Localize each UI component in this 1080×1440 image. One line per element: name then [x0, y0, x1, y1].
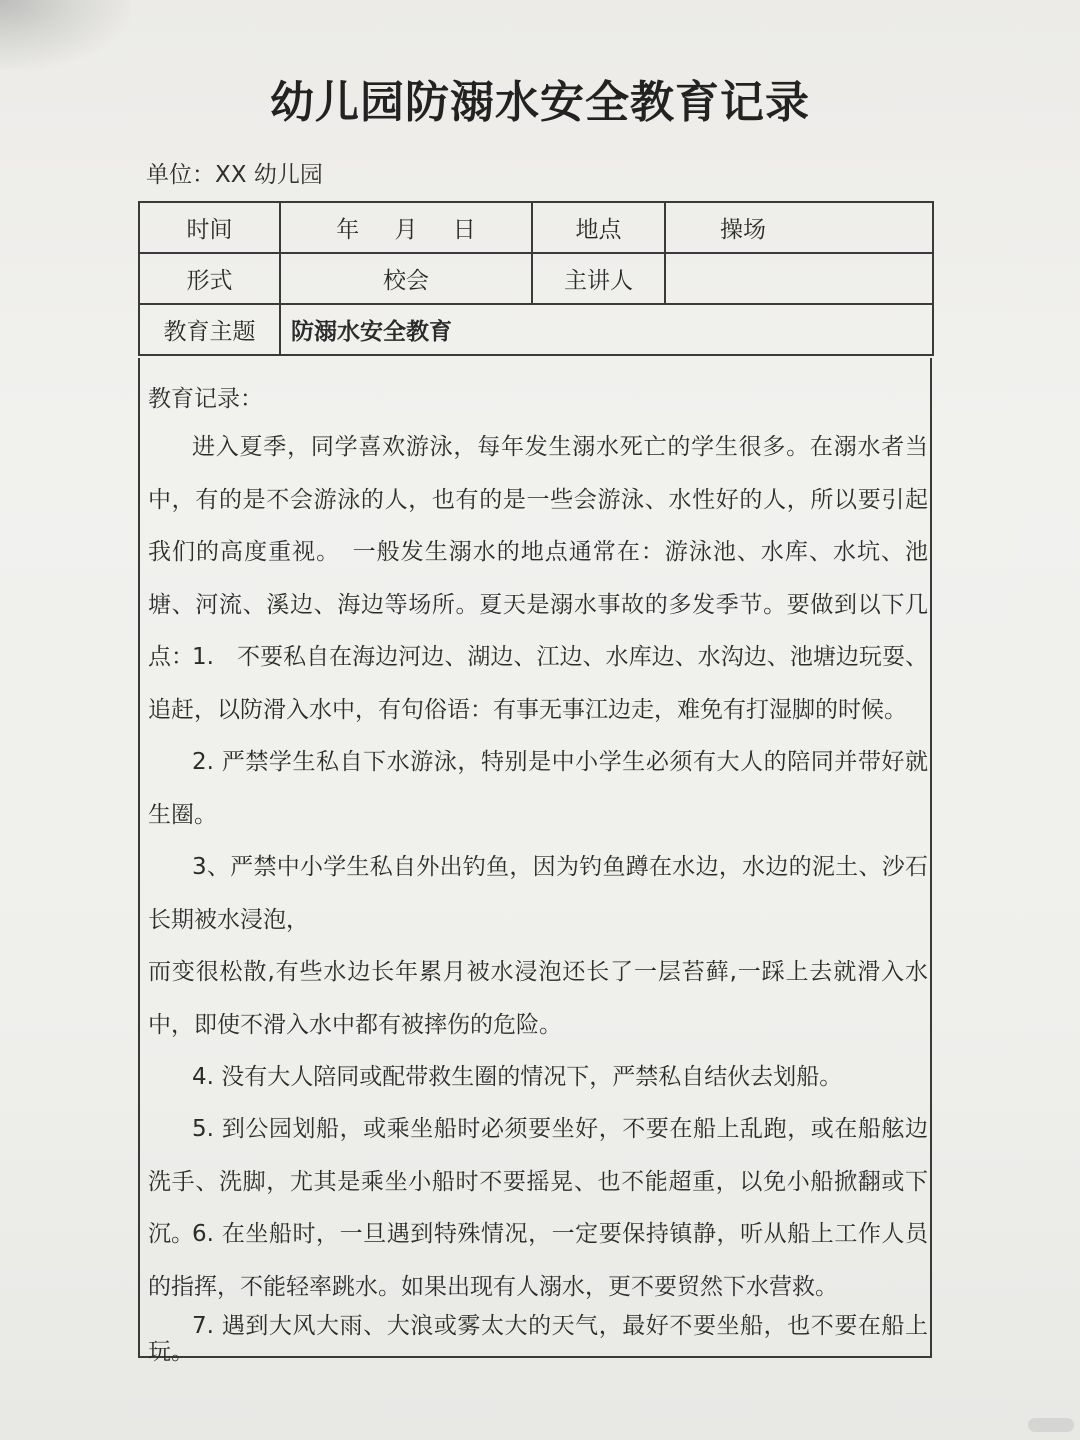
- table-row: [139, 253, 933, 304]
- record-item-7: 7. 遇到大风大雨、大浪或雾太大的天气，最好不要坐船，也不要在船上玩。: [148, 1313, 928, 1365]
- corner-shadow: [0, 0, 130, 70]
- record-item-3-continued: 而变很松散,有些水边长年累月被水浸泡还长了一层苔藓,一踩上去就滑入水中，即使不滑入水中都有被摔伤的危险。: [148, 959, 928, 1038]
- place-label: 地点: [532, 202, 665, 253]
- place-value-text: 操场: [720, 217, 766, 243]
- topic-label: 教育主题: [139, 304, 280, 355]
- education-record-box: [138, 358, 932, 1365]
- time-value: [280, 202, 532, 253]
- time-value-text: 年 月 日: [336, 217, 476, 243]
- record-label: 教育记录：: [148, 386, 263, 412]
- table-row: [139, 304, 933, 355]
- speaker-label: 主讲人: [532, 253, 665, 304]
- info-table: [138, 201, 934, 356]
- place-value: [665, 202, 933, 253]
- record-paragraph-intro: 进入夏季，同学喜欢游泳，每年发生溺水死亡的学生很多。在溺水者当中，有的是不会游泳的人，也有的是一些会游泳、水性好的人，所以要引起我们的高度重视。 一般发生溺水的地点通常在：游泳池、水库、水坑、池塘、河流、溪边、海边等场所。夏天是溺水事故的多发季节。要做到以下几点：: [148, 434, 928, 670]
- record-item-2: 2. 严禁学生私自下水游泳，特别是中小学生必须有大人的陪同并带好就生圈。: [148, 749, 928, 828]
- form-value: 校会: [280, 253, 532, 304]
- form-label: 形式: [139, 253, 280, 304]
- table-row: [139, 202, 933, 253]
- record-item-3: 3、严禁中小学生私自外出钓鱼，因为钓鱼蹲在水边，水边的泥土、沙石长期被水浸泡，: [148, 854, 928, 933]
- record-item-6: 6. 在坐船时，一旦遇到特殊情况，一定要保持镇静，听从船上工作人员的指挥，不能轻率跳水。如果出现有人溺水，更不要贸然下水营救。: [148, 1221, 928, 1300]
- record-item-4: 4. 没有大人陪同或配带救生圈的情况下，严禁私自结伙去划船。: [192, 1064, 843, 1090]
- unit-line: 单位：XX 幼儿园: [146, 162, 323, 188]
- record-item-1: 1. 不要私自在海边河边、湖边、江边、水库边、水沟边、池塘边玩耍、追赶，以防滑入水中，有句俗语：有事无事江边走，难免有打湿脚的时候。: [148, 644, 928, 723]
- topic-value: 防溺水安全教育: [280, 304, 933, 355]
- record-item-5: 5. 到公园划船，或乘坐船时必须要坐好，不要在船上乱跑，或在船舷边洗手、洗脚，尤其是乘坐小船时不要摇晃、也不能超重，以免小船掀翻或下沉。: [148, 1116, 928, 1247]
- time-label: 时间: [139, 202, 280, 253]
- document-title: 幼儿园防溺水安全教育记录: [270, 77, 810, 128]
- watermark-mark: [1028, 1418, 1074, 1432]
- speaker-value: [665, 253, 933, 304]
